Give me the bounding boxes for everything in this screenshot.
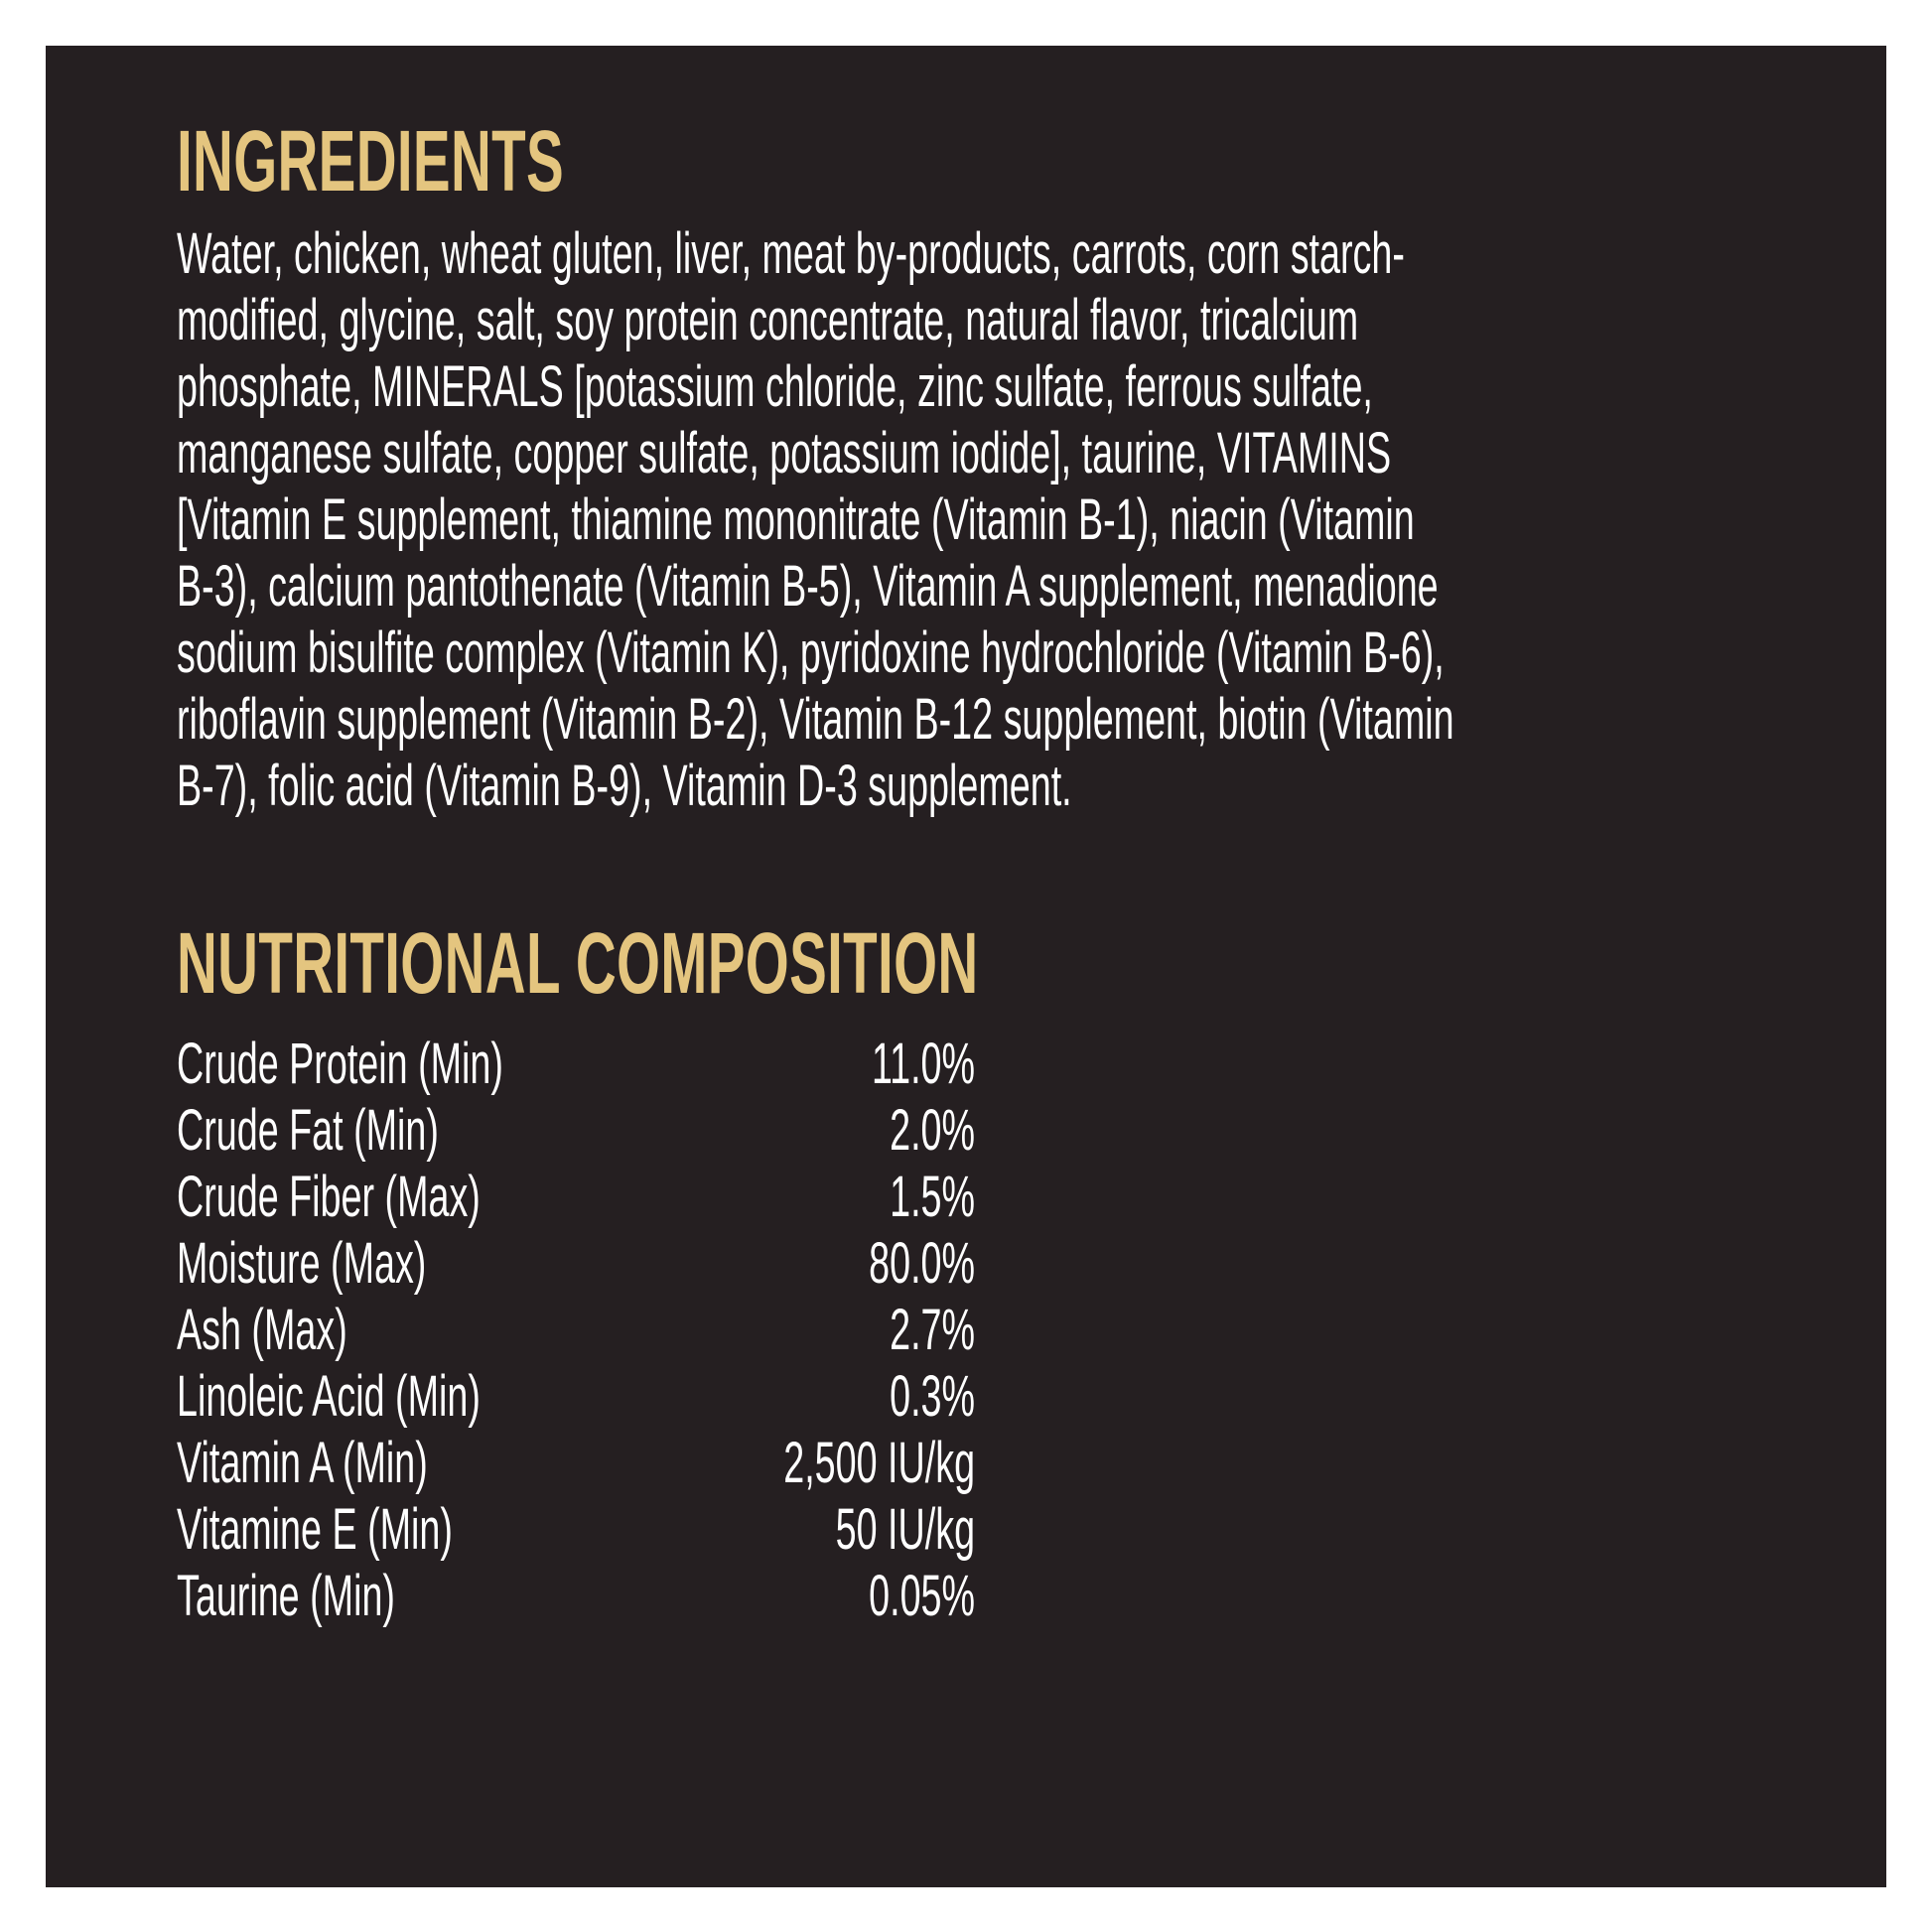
nutrition-label: Ash (Max) — [177, 1298, 347, 1362]
nutrition-heading — [177, 915, 1410, 1012]
nutrition-value: 2.7% — [890, 1298, 976, 1362]
nutrition-table — [177, 1031, 975, 1629]
nutrition-row — [177, 1363, 975, 1430]
ingredients-heading-text: INGREDIENTS — [177, 113, 565, 209]
ingredients-line: sodium bisulfite complex (Vitamin K), pyridoxine hydrochloride (Vitamin B-6), — [177, 621, 1445, 685]
nutrition-value: 2,500 IU/kg — [783, 1431, 976, 1495]
ingredients-line: phosphate, MINERALS [potassium chloride, zinc sulfate, ferrous sulfate, — [177, 354, 1373, 419]
nutrition-row — [177, 1496, 975, 1563]
nutrition-label: Taurine (Min) — [177, 1564, 395, 1628]
ingredients-line: B-3), calcium pantothenate (Vitamin B-5), Vitamin A supplement, menadione — [177, 554, 1439, 619]
nutrition-label: Vitamin A (Min) — [177, 1431, 428, 1495]
nutrition-row — [177, 1230, 975, 1297]
nutrition-value: 80.0% — [869, 1231, 976, 1296]
nutrition-label: Vitamine E (Min) — [177, 1497, 453, 1562]
nutrition-label: Crude Protein (Min) — [177, 1032, 503, 1096]
ingredients-line: [Vitamin E supplement, thiamine mononitrate (Vitamin B-1), niacin (Vitamin — [177, 487, 1415, 552]
nutrition-row — [177, 1164, 975, 1230]
nutrition-label: Crude Fiber (Max) — [177, 1165, 481, 1229]
nutrition-label: Moisture (Max) — [177, 1231, 427, 1296]
nutrition-row — [177, 1031, 975, 1097]
ingredients-line: B-7), folic acid (Vitamin B-9), Vitamin D-3 supplement. — [177, 754, 1072, 818]
nutrition-heading-text: NUTRITIONAL COMPOSITION — [177, 915, 979, 1012]
ingredients-line: modified, glycine, salt, soy protein concentrate, natural flavor, tricalcium — [177, 288, 1359, 352]
nutrition-value: 11.0% — [871, 1032, 976, 1096]
nutrition-row — [177, 1563, 975, 1629]
nutrition-row — [177, 1430, 975, 1496]
ingredients-heading — [177, 113, 772, 209]
nutrition-label: Linoleic Acid (Min) — [177, 1364, 481, 1429]
ingredients-line: riboflavin supplement (Vitamin B-2), Vitamin B-12 supplement, biotin (Vitamin — [177, 687, 1454, 752]
nutrition-value: 2.0% — [890, 1098, 976, 1163]
ingredients-text — [177, 220, 1454, 819]
nutrition-value: 0.05% — [869, 1564, 976, 1628]
ingredients-line: manganese sulfate, copper sulfate, potassium iodide], taurine, VITAMINS — [177, 421, 1392, 485]
nutrition-row — [177, 1297, 975, 1363]
nutrition-value: 50 IU/kg — [835, 1497, 976, 1562]
label-panel — [46, 46, 1886, 1887]
ingredients-line: Water, chicken, wheat gluten, liver, meat by-products, carrots, corn starch- — [177, 221, 1405, 286]
nutrition-value: 0.3% — [890, 1364, 976, 1429]
nutrition-value: 1.5% — [890, 1165, 976, 1229]
nutrition-row — [177, 1097, 975, 1164]
nutrition-label: Crude Fat (Min) — [177, 1098, 439, 1163]
